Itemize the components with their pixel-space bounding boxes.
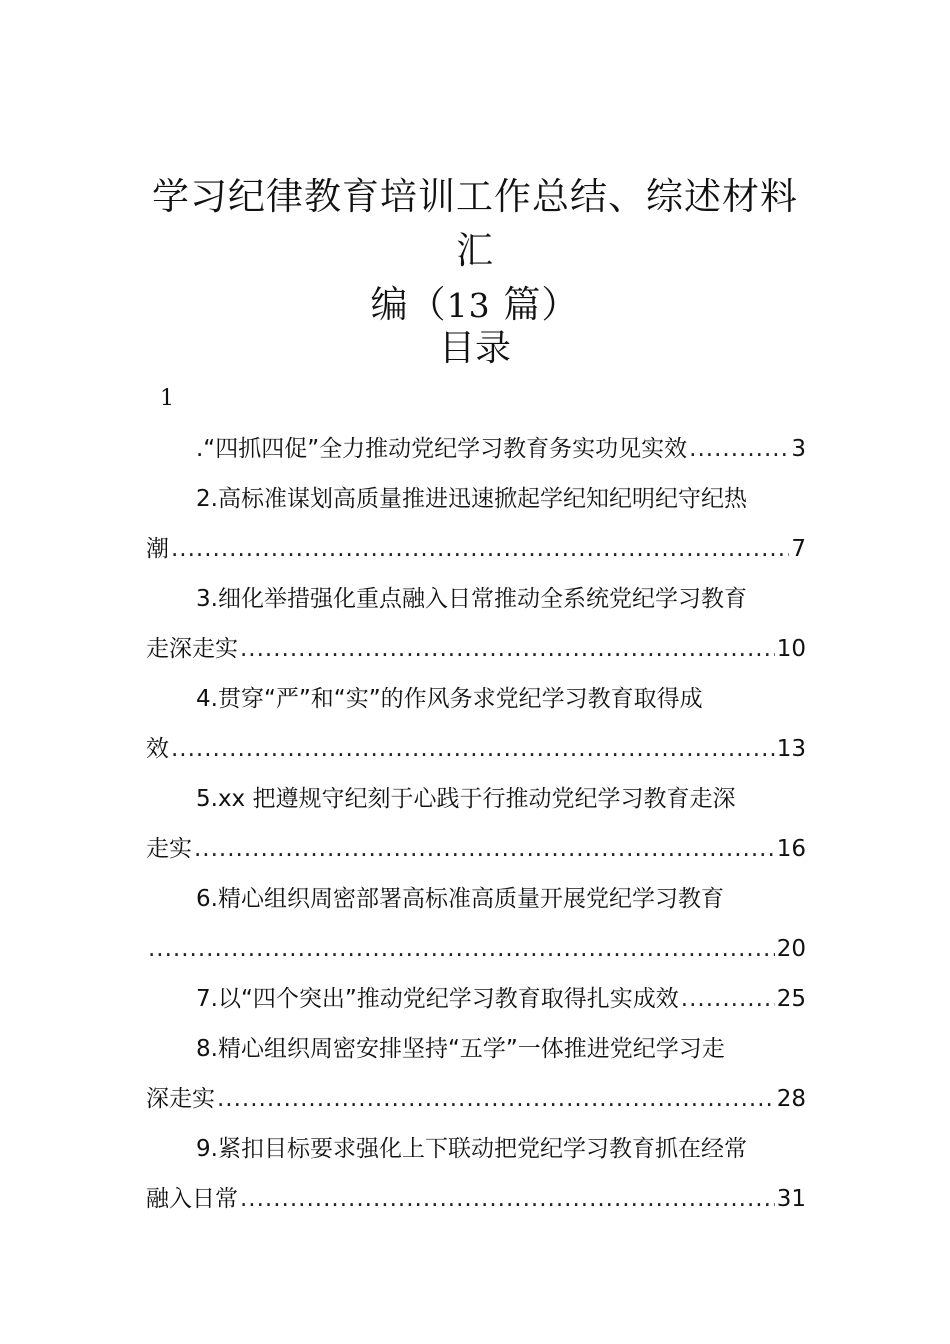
toc-entry-3-page: 10 (776, 636, 806, 662)
toc-entry-2-page: 7 (791, 536, 806, 562)
toc-entry-3-text-cont: 走深走实 (146, 636, 238, 662)
leader-dots (148, 924, 775, 974)
leader-dots (217, 1074, 775, 1124)
title-count: 13 (446, 286, 491, 325)
toc-entry-9-text: 9.紧扣目标要求强化上下联动把党纪学习教育抓在经常 (196, 1136, 747, 1162)
leader-dots (171, 724, 775, 774)
toc-heading: 目录 (438, 328, 511, 369)
toc-entry-7-text: 7.以“四个突出”推动党纪学习教育取得扎实成效 (196, 986, 679, 1012)
toc-entry-9[interactable] (146, 1124, 806, 1174)
leader-dots (171, 524, 789, 574)
table-of-contents (146, 424, 806, 1224)
document-title (140, 170, 810, 333)
toc-entry-5-text: 5.xx 把遵规守纪刻于心践于行推动党纪学习教育走深 (196, 786, 736, 812)
toc-entry-3[interactable] (146, 574, 806, 624)
toc-entry-8[interactable] (146, 1024, 806, 1074)
title-line-1: 学习纪律教育培训工作总结、综述材料汇 (152, 175, 798, 272)
toc-entry-8-page: 28 (776, 1086, 806, 1112)
toc-entry-2-cont[interactable] (146, 524, 806, 574)
title-line-2-post: 篇） (490, 283, 580, 326)
toc-entry-6[interactable] (146, 874, 806, 924)
toc-entry-2-text-cont: 潮 (146, 536, 169, 562)
list-marker: 1 (160, 386, 174, 411)
toc-entry-8-cont[interactable] (146, 1074, 806, 1124)
toc-entry-9-text-cont: 融入日常 (146, 1186, 238, 1212)
toc-entry-3-text: 3.细化举措强化重点融入日常推动全系统党纪学习教育 (196, 586, 747, 612)
toc-entry-3-cont[interactable] (146, 624, 806, 674)
toc-entry-1[interactable] (146, 424, 806, 474)
toc-entry-2-text: 2.高标准谋划高质量推进迅速掀起学纪知纪明纪守纪热 (196, 486, 747, 512)
toc-entry-9-page: 31 (776, 1186, 806, 1212)
leader-dots (240, 624, 775, 674)
toc-entry-7[interactable] (146, 974, 806, 1024)
toc-entry-8-text-cont: 深走实 (146, 1086, 215, 1112)
leader-dots (689, 424, 789, 474)
toc-entry-9-cont[interactable] (146, 1174, 806, 1224)
toc-entry-5[interactable] (146, 774, 806, 824)
toc-entry-4-text: 4.贯穿“严”和“实”的作风务求党纪学习教育取得成 (196, 686, 703, 712)
toc-entry-6-cont[interactable] (146, 924, 806, 974)
toc-entry-1-page: 3 (791, 436, 806, 462)
toc-entry-2[interactable] (146, 474, 806, 524)
toc-entry-1-text: .“四抓四促”全力推动党纪学习教育务实功见实效 (196, 436, 688, 462)
toc-entry-8-text: 8.精心组织周密安排坚持“五学”一体推进党纪学习走 (196, 1036, 725, 1062)
toc-entry-4-text-cont: 效 (146, 736, 169, 762)
toc-entry-7-page: 25 (776, 986, 806, 1012)
toc-entry-5-text-cont: 走实 (146, 836, 192, 862)
toc-entry-4-page: 13 (776, 736, 806, 762)
toc-entry-4[interactable] (146, 674, 806, 724)
leader-dots (194, 824, 775, 874)
leader-dots (240, 1174, 775, 1224)
title-line-2-pre: 编（ (370, 283, 447, 326)
toc-entry-6-page: 20 (776, 936, 806, 962)
toc-entry-5-page: 16 (776, 836, 806, 862)
leader-dots (681, 974, 775, 1024)
toc-entry-4-cont[interactable] (146, 724, 806, 774)
toc-entry-6-text: 6.精心组织周密部署高标准高质量开展党纪学习教育 (196, 886, 724, 912)
toc-entry-5-cont[interactable] (146, 824, 806, 874)
